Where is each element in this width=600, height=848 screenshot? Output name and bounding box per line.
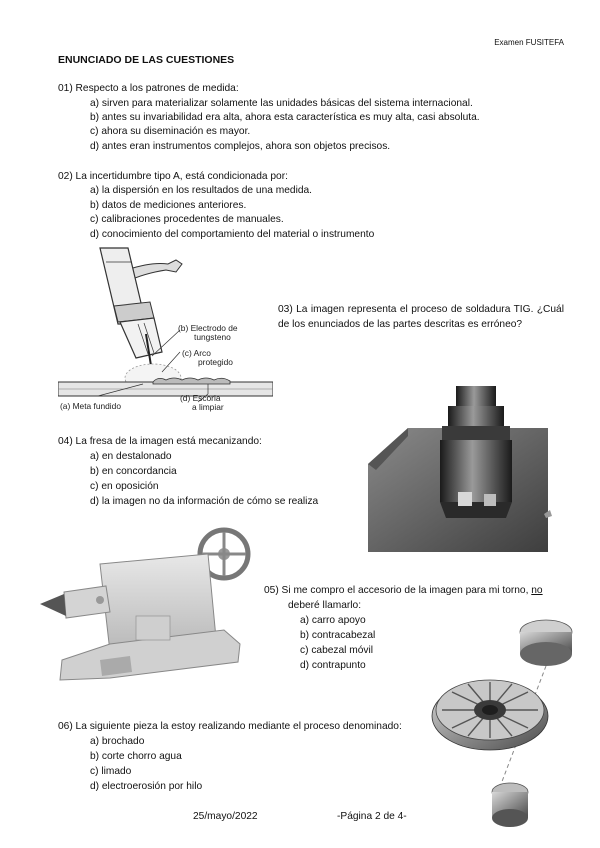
question-2-option-b: b) datos de mediciones anteriores. bbox=[90, 200, 247, 211]
question-2-option-a: a) la dispersión en los resultados de una medida. bbox=[90, 185, 312, 196]
question-5-option-b: b) contracabezal bbox=[300, 630, 376, 641]
question-6-option-c: c) limado bbox=[90, 766, 132, 777]
question-6-stem: 06) La siguiente pieza la estoy realizando mediante el proceso denominado: bbox=[58, 721, 402, 732]
question-2-stem: 02) La incertidumbre tipo A, está condicionada por: bbox=[58, 171, 288, 182]
question-5-underlined-word: no bbox=[531, 585, 543, 596]
question-1-option-b: b) antes su invariabilidad era alta, ahora esta característica es muy alta, casi absoluta. bbox=[90, 112, 480, 123]
question-1-option-c: c) ahora su diseminación es mayor. bbox=[90, 126, 251, 137]
figure-label-d-1: (d) Escoria bbox=[180, 393, 221, 403]
tig-welding-figure bbox=[58, 244, 273, 414]
figure-label-c-1: (c) Arco bbox=[182, 348, 211, 358]
question-5-stem-main: 05) Si me compro el accesorio de la imagen para mi torno, bbox=[264, 585, 532, 596]
question-5-option-a: a) carro apoyo bbox=[300, 615, 366, 626]
figure-label-b-2: tungsteno bbox=[194, 332, 231, 342]
footer-date: 25/mayo/2022 bbox=[193, 811, 258, 822]
question-5-stem bbox=[264, 584, 564, 599]
question-4-option-d: d) la imagen no da información de cómo se realiza bbox=[90, 496, 319, 507]
milling-cutter-figure bbox=[368, 384, 568, 556]
question-2-option-c: c) calibraciones procedentes de manuales. bbox=[90, 214, 284, 225]
figure-label-b-1: (b) Electrodo de bbox=[178, 323, 238, 333]
question-4-option-c: c) en oposición bbox=[90, 481, 159, 492]
figure-label-d-2: a limpiar bbox=[192, 402, 224, 412]
question-4-stem: 04) La fresa de la imagen está mecanizando: bbox=[58, 436, 262, 447]
figure-label-c-2: protegido bbox=[198, 357, 233, 367]
question-1-option-a: a) sirven para materializar solamente las unidades básicas del sistema internacional. bbox=[90, 98, 473, 109]
figure-label-a: (a) Meta fundido bbox=[60, 401, 121, 411]
tailstock-figure bbox=[40, 520, 254, 694]
question-5-option-c: c) cabezal móvil bbox=[300, 645, 374, 656]
question-6-option-b: b) corte chorro agua bbox=[90, 751, 182, 762]
question-6-option-a: a) brochado bbox=[90, 736, 145, 747]
question-6-option-d: d) electroerosión por hilo bbox=[90, 781, 203, 792]
broached-part-figure bbox=[428, 612, 578, 834]
footer-page-number: -Página 2 de 4- bbox=[337, 811, 407, 822]
question-5-stem-continuation: deberé llamarlo: bbox=[288, 600, 362, 611]
exam-header-label: Examen FUSITEFA bbox=[494, 38, 564, 47]
question-4-option-a: a) en destalonado bbox=[90, 451, 172, 462]
question-3-stem: 03) La imagen representa el proceso de soldadura TIG. ¿Cuál de los enunciados de las partes descritas es erróneo? bbox=[278, 304, 564, 330]
question-1-stem: 01) Respecto a los patrones de medida: bbox=[58, 83, 239, 94]
question-1-option-d: d) antes eran instrumentos complejos, ahora son objetos precisos. bbox=[90, 141, 391, 152]
page-title: ENUNCIADO DE LAS CUESTIONES bbox=[58, 54, 235, 66]
question-5-option-d: d) contrapunto bbox=[300, 660, 366, 671]
question-2-option-d: d) conocimiento del comportamiento del material o instrumento bbox=[90, 229, 375, 240]
question-4-option-b: b) en concordancia bbox=[90, 466, 177, 477]
